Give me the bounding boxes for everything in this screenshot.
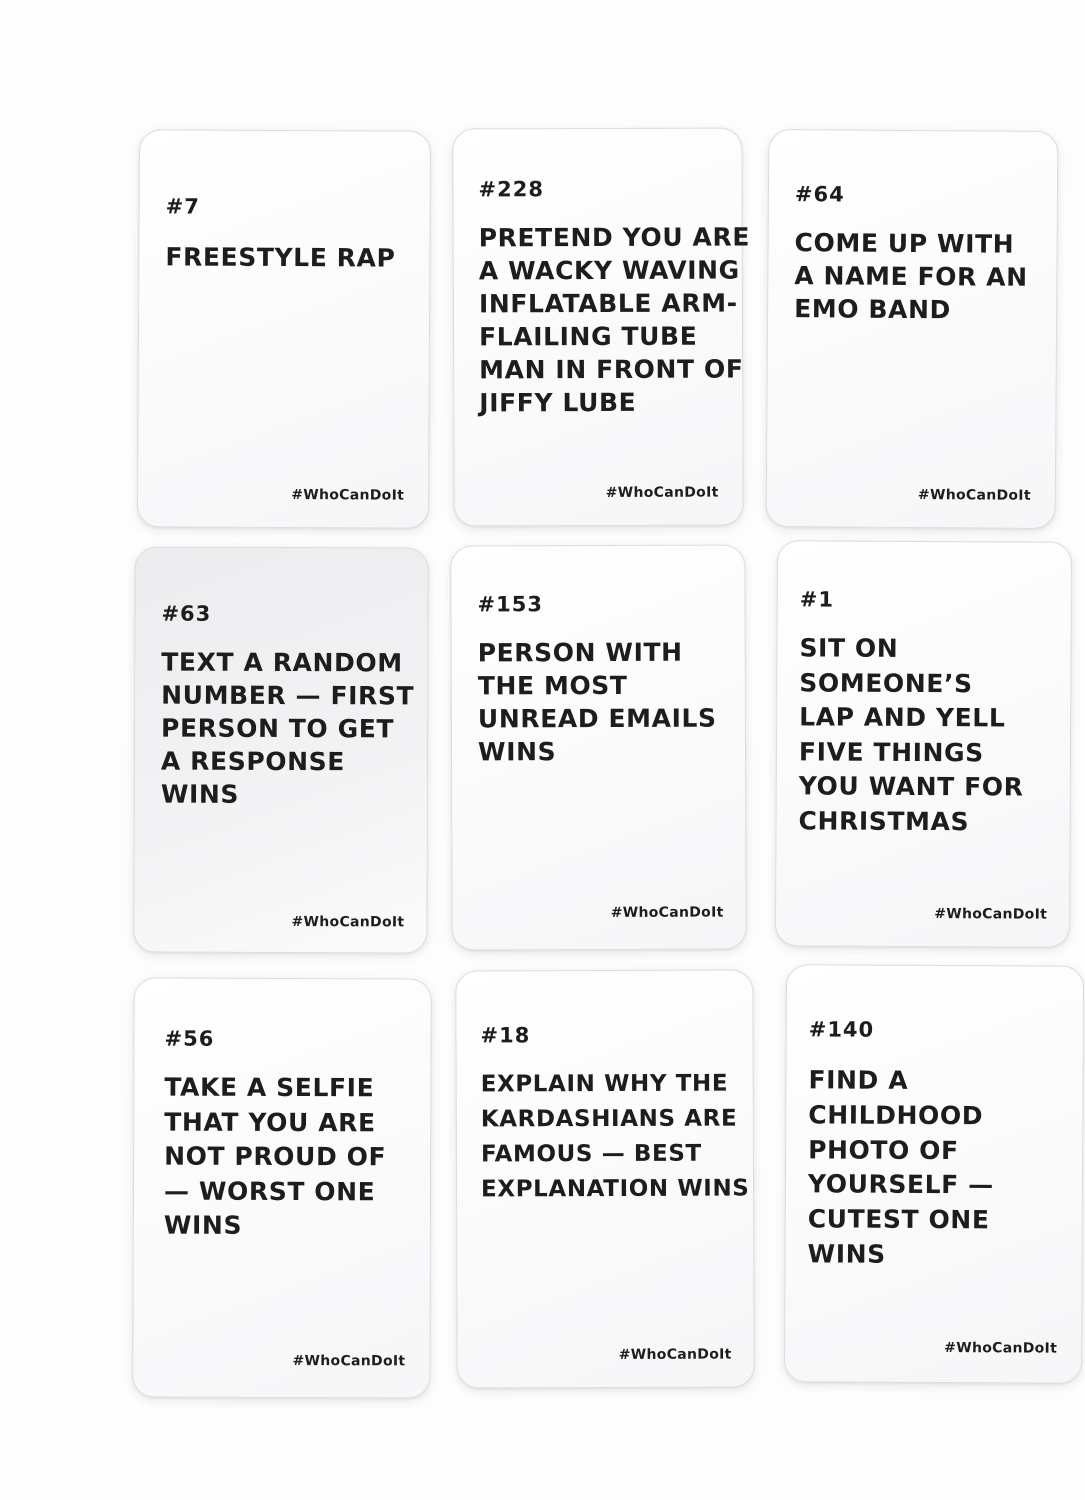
card-140 (784, 964, 1084, 1384)
prompt-line: WINS (477, 737, 557, 767)
hashtag-label: #WhoCanDoIt (944, 1340, 1058, 1357)
prompt-line: EXPLAIN WHY THE (480, 1070, 729, 1098)
card-prompt (794, 226, 1028, 327)
card-64 (766, 129, 1059, 529)
prompt-line: FREESTYLE RAP (165, 242, 396, 273)
prompt-line: UNREAD EMAILS (477, 703, 717, 734)
prompt-line: YOURSELF — (807, 1169, 994, 1200)
prompt-line: INFLATABLE ARM- (478, 288, 738, 319)
card-number: #7 (165, 194, 200, 219)
card-prompt (161, 646, 415, 812)
prompt-line: WINS (163, 1210, 243, 1240)
card-number: #140 (808, 1017, 875, 1042)
card-228 (452, 127, 751, 526)
prompt-line: PERSON WITH (477, 637, 683, 668)
prompt-line: A NAME FOR AN (794, 261, 1028, 292)
prompt-line: TEXT A RANDOM (161, 647, 403, 678)
card-number: #153 (477, 592, 543, 617)
card-1 (775, 540, 1072, 948)
prompt-line: — WORST ONE (163, 1176, 376, 1206)
card-prompt (478, 636, 717, 769)
hashtag-label: #WhoCanDoIt (934, 906, 1048, 923)
card-number: #1 (799, 587, 835, 612)
hashtag-label: #WhoCanDoIt (610, 904, 724, 921)
prompt-line: SOMEONE’S (799, 667, 973, 698)
prompt-line: THAT YOU ARE (164, 1107, 376, 1137)
prompt-line: EMO BAND (794, 294, 952, 325)
card-prompt (165, 240, 395, 274)
prompt-line: CHRISTMAS (798, 805, 970, 836)
hashtag-label: #WhoCanDoIt (291, 487, 405, 504)
prompt-line: FAMOUS — BEST (480, 1140, 702, 1168)
prompt-line: THE MOST (477, 670, 628, 701)
prompt-line: CHILDHOOD (808, 1100, 984, 1131)
prompt-line: MAN IN FRONT OF (479, 354, 744, 385)
prompt-line: WINS (160, 779, 240, 809)
prompt-line: WINS (807, 1239, 886, 1269)
prompt-line: PRETEND YOU ARE (478, 222, 751, 253)
prompt-line: KARDASHIANS ARE (480, 1105, 738, 1133)
hashtag-label: #WhoCanDoIt (917, 487, 1031, 504)
prompt-line: FIVE THINGS (798, 736, 984, 767)
prompt-line: CUTEST ONE (807, 1204, 990, 1235)
prompt-line: PERSON TO GET (161, 713, 395, 744)
prompt-line: A RESPONSE (160, 746, 345, 777)
card-number: #18 (480, 1023, 531, 1048)
hashtag-label: #WhoCanDoIt (605, 484, 719, 501)
prompt-line: NUMBER — FIRST (161, 680, 415, 711)
card-number: #56 (164, 1026, 215, 1051)
card-153 (450, 544, 746, 950)
card-7 (137, 129, 431, 529)
prompt-line: TAKE A SELFIE (164, 1072, 375, 1103)
prompt-line: NOT PROUD OF (164, 1141, 387, 1172)
prompt-line: A WACKY WAVING (478, 255, 740, 286)
prompt-line: FIND A (808, 1065, 909, 1095)
prompt-line: JIFFY LUBE (479, 387, 637, 418)
card-prompt (479, 220, 751, 419)
card-prompt (164, 1071, 387, 1244)
prompt-line: EXPLANATION WINS (480, 1175, 750, 1203)
hashtag-label: #WhoCanDoIt (618, 1346, 732, 1363)
card-63 (133, 546, 428, 953)
card-number: #64 (794, 182, 845, 207)
card-prompt (481, 1066, 750, 1207)
prompt-line: COME UP WITH (794, 228, 1015, 259)
card-56 (132, 977, 431, 1398)
card-number: #63 (161, 601, 212, 626)
prompt-line: FLAILING TUBE (478, 321, 698, 352)
card-number: #228 (478, 177, 544, 202)
card-prompt (799, 631, 1025, 839)
prompt-line: LAP AND YELL (799, 702, 1006, 733)
hashtag-label: #WhoCanDoIt (291, 914, 405, 931)
prompt-line: PHOTO OF (808, 1134, 959, 1165)
card-18 (455, 969, 754, 1388)
prompt-line: SIT ON (799, 633, 899, 663)
prompt-line: YOU WANT FOR (798, 771, 1024, 802)
card-prompt (807, 1063, 994, 1273)
hashtag-label: #WhoCanDoIt (292, 1353, 406, 1370)
